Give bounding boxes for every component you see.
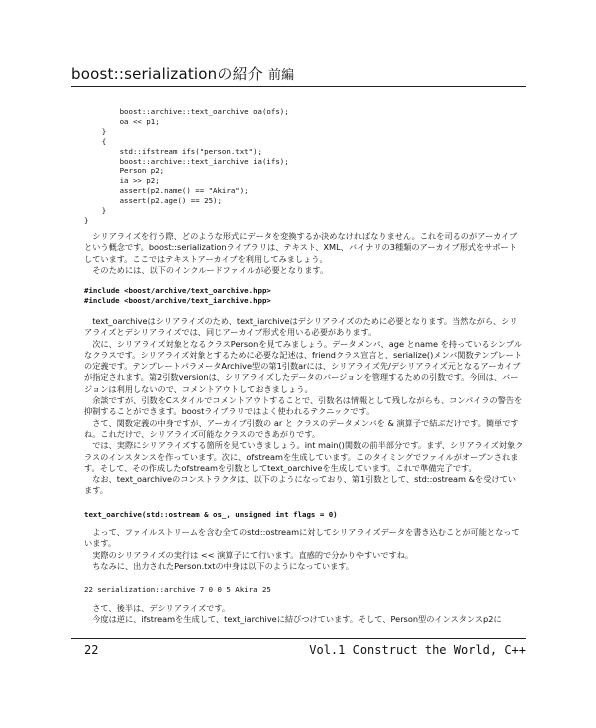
code-block-main: boost::archive::text_oarchive oa(ofs); oa << p1; } { std::ifstream ifs("person.txt"); boost::archive::text_iarchive ia(ifs); Person p2; ia >> p2; assert(p2.name() == "Akira"); assert(p2.age() == 25); } } <box>84 107 289 225</box>
include-line-oarchive: #include <boost/archive/text_oarchive.hpp> <box>84 286 271 295</box>
paragraph-ostream <box>84 527 524 572</box>
paragraph-line: 実際のシリアライズの実行は << 演算子にて行います。直感的で分かりやすいですね。 <box>84 549 414 560</box>
paragraph-explanation <box>84 316 524 497</box>
paragraph-deserialize <box>84 603 524 626</box>
footer-rule <box>71 638 526 639</box>
paragraph-line: さて、関数定義の中身ですが、アーカイブ引数の ar と クラスのデータメンバを & 演算子で結ぶだけです。簡単ですね。これだけで、シリアライズ可能なクラスのできあがりです。 <box>84 417 519 439</box>
paragraph-line: そのためには、以下のインクルードファイルが必要となります。 <box>84 264 329 275</box>
paragraph-line: さて、後半は、デシリアライズです。 <box>84 603 231 613</box>
paragraph-line: では、実際にシリアライズする箇所を見ていきましょう。int main()関数の前半部分です。まず、シリアライズ対象クラスのインスタンスを作っています。次に、ofstreamを生成しています。このタイミングでファイルがオープンされます。そして、その作成したofstreamを引数としてtext_oarchiveを生成しています。これで準備完了です。 <box>84 440 524 473</box>
paragraph-archive-intro <box>84 231 524 276</box>
include-line-iarchive: #include <boost/archive/text_iarchive.hpp> <box>84 296 271 305</box>
paragraph-line: 今度は逆に、ifstreamを生成して、text_iarchiveに結びつけています。そして、Person型のインスタンスp2に <box>84 614 502 625</box>
paragraph-line: 余談ですが、引数をCスタイルでコメントアウトすることで、引数名は情報として残しながらも、コンパイラの警告を抑制することができます。boostライブラリではよく使われるテクニックです。 <box>84 395 523 417</box>
paragraph-line: なお、text_oarchiveのコンストラクタは、以下のようになっており、第1引数として、std::ostream &を受けています。 <box>84 474 516 496</box>
paragraph-line: ちなみに、出力されたPerson.txtの中身は以下のようになっています。 <box>84 560 354 571</box>
page-title-main: boost::serializationの紹介 <box>71 65 263 83</box>
book-title: Vol.1 Construct the World, C++ <box>309 643 526 657</box>
page-number: 22 <box>84 643 99 657</box>
paragraph-line: よって、ファイルストリームを含む全てのstd::ostreamに対してシリアライズデータを書き込むことが可能となっています。 <box>84 527 520 549</box>
paragraph-line: 次に、シリアライズ対象となるクラスPersonを見てみましょう。データメンバ、age とname を持っているシンプルなクラスです。シリアライズ対象とするために必要な記述は、friendクラス宣言と、serialize()メンバ関数テンプレートの定義です。テンプレートパラメータArchive型の第1引数arには、シリアライズ先/デシリアライズ元となるアーカイブが指定されます。第2引数versionは、シリアライズしたデータのバージョンを管理するための引数です。今回は、バージョンは利用しないので、コメントアウトしておきましょう。 <box>84 338 523 394</box>
page-title <box>71 65 294 85</box>
constructor-signature: text_oarchive(std::ostream & os_, unsigned int flags = 0) <box>84 510 338 519</box>
archive-output-line: 22 serialization::archive 7 0 0 5 Akira 25 <box>84 585 271 594</box>
paragraph-line: text_oarchiveはシリアライズのため、text_iarchiveはデシリアライズのために必要となります。当然ながら、シリアライズとデシリアライズでは、同じアーカイブ形式を用いる必要があります。 <box>84 316 518 338</box>
page-title-subtitle: 前編 <box>267 68 295 83</box>
header-rule <box>71 86 526 87</box>
paragraph-line: シリアライズを行う際、どのような形式にデータを変換するか決めなければなりません。これを司るのがアーカイブという概念です。boost::serializationライブラリは、テキスト、XML、バイナリの3種類のアーカイブ形式をサポートしています。ここではテキストアーカイブを利用してみましょう。 <box>84 231 518 264</box>
